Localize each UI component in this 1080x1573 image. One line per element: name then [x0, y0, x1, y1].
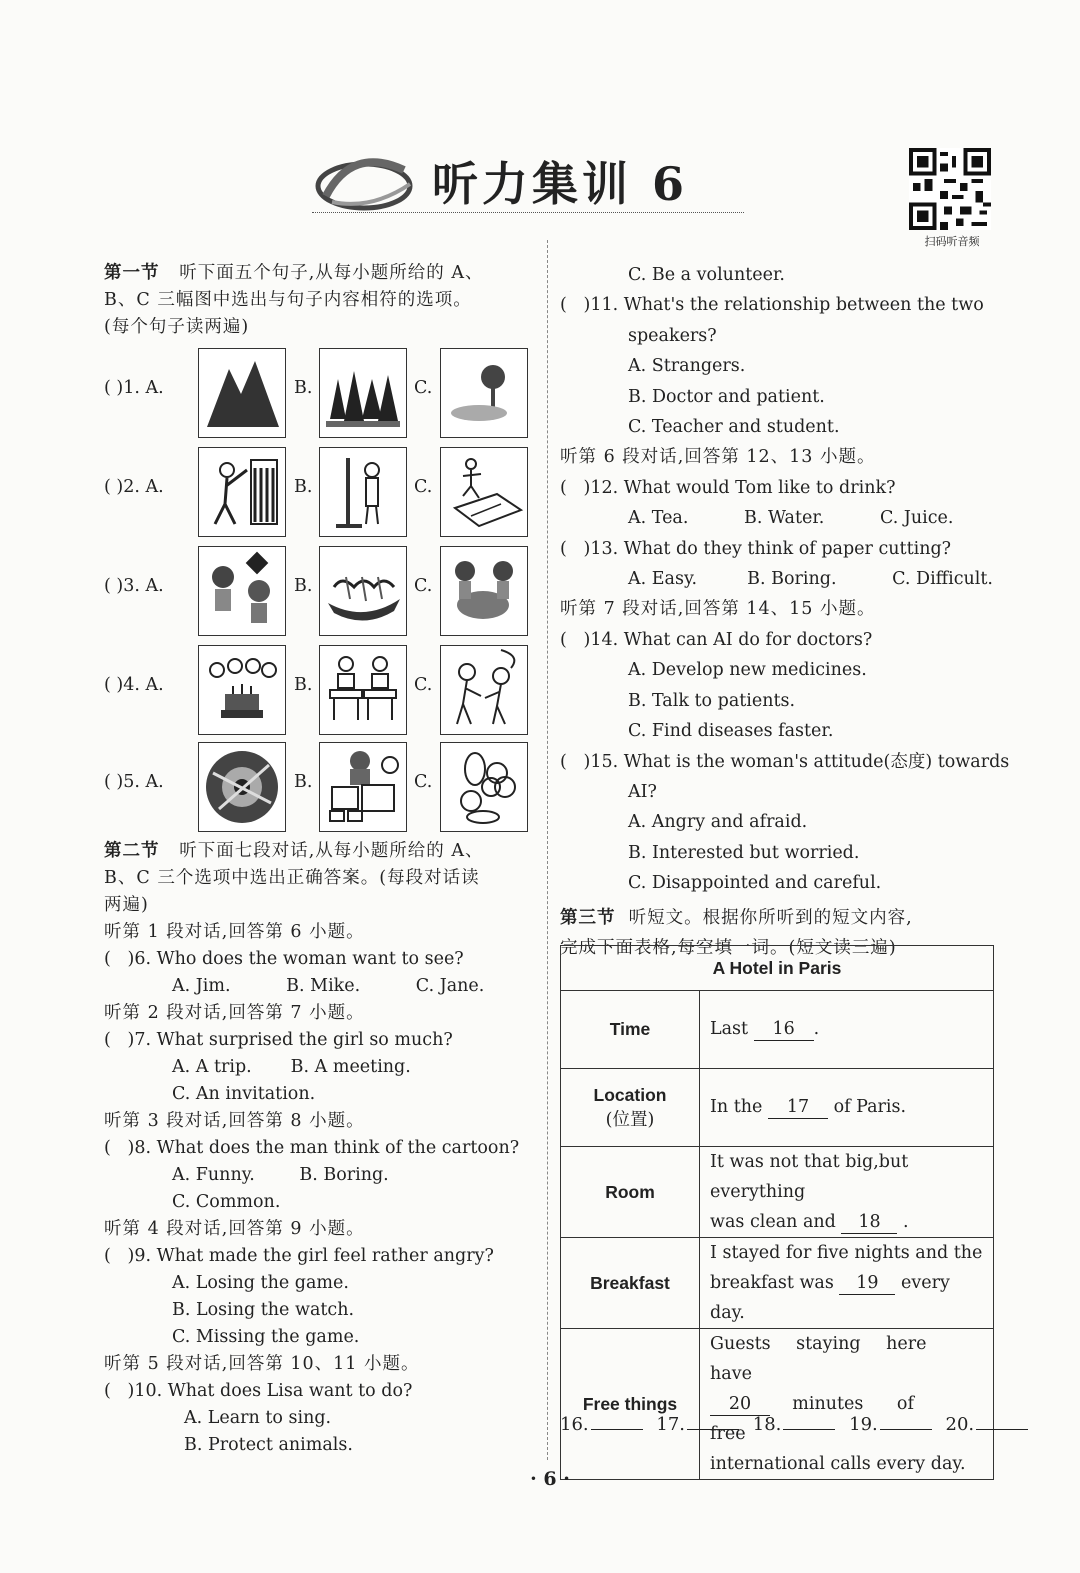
reading-books-picture-icon[interactable] [198, 447, 286, 537]
cell-text: minutes of free [710, 1394, 914, 1444]
children-zongzi-picture-icon[interactable] [440, 546, 528, 636]
cell-text: every day. [710, 1273, 950, 1323]
birthday-party-picture-icon[interactable] [198, 645, 286, 735]
instruction-line: (每个句子读两遍) [104, 317, 250, 337]
dialogue-header: 听第 5 段对话,回答第 10、11 小题。 [104, 1354, 420, 1374]
option-line: A. Learn to sing. [184, 1408, 332, 1428]
cell-text: I stayed for five nights and the [710, 1243, 983, 1263]
section2-heading: 第二节 [104, 841, 160, 861]
fruit-picture-icon[interactable] [440, 742, 528, 832]
option-line: A. Angry and afraid. [628, 812, 808, 833]
picture-question-row [104, 546, 534, 636]
option-letter: C. [414, 378, 433, 398]
section1-instructions [104, 260, 540, 341]
answer-label: 19. [849, 1414, 878, 1435]
question-line: ( )9. What made the girl feel rather angry? [104, 1246, 494, 1266]
picture-question-row [104, 645, 534, 735]
column-divider [547, 240, 548, 1460]
option-letter: B. [294, 675, 313, 695]
time-cell [700, 991, 994, 1069]
location-note: (位置) [605, 1109, 655, 1130]
qr-code-icon[interactable] [908, 148, 992, 230]
option-line: B. Protect animals. [184, 1435, 353, 1455]
option-line: AI? [628, 781, 657, 802]
answer-blank[interactable] [880, 1415, 932, 1430]
cell-text: Guests staying here have [710, 1334, 927, 1384]
dialogue-header: 听第 3 段对话,回答第 8 小题。 [104, 1111, 365, 1131]
option-line: C. An invitation. [172, 1084, 316, 1104]
option-line: A. Funny. B. Boring. [172, 1165, 389, 1185]
cell-text: Last [710, 1019, 749, 1039]
option-letter: B. [294, 477, 313, 497]
cell-text: . [903, 1212, 909, 1232]
blank-17[interactable]: 17 [768, 1096, 828, 1119]
toys-boxes-picture-icon[interactable] [319, 742, 407, 832]
option-line: B. Losing the watch. [172, 1300, 355, 1320]
mountains-picture-icon[interactable] [198, 348, 286, 438]
section3-heading: 第三节 [560, 907, 616, 928]
cell-text: of Paris. [833, 1097, 907, 1117]
page-number: · 6 · [530, 1468, 570, 1490]
instruction-line: 完成下面表格,每空填一词。(短文读三遍) [560, 937, 897, 958]
cell-text: international calls every day. [710, 1454, 966, 1474]
answer-lines [560, 1414, 1036, 1435]
blank-19[interactable]: 19 [839, 1272, 895, 1295]
answer-blank[interactable] [687, 1415, 739, 1430]
option-line: A. Losing the game. [172, 1273, 349, 1293]
option-letter: C. [414, 772, 433, 792]
question-line: ( )11. What's the relationship between the two [560, 295, 984, 316]
question-line: ( )6. Who does the woman want to see? [104, 949, 464, 969]
picture-question-row [104, 447, 534, 537]
instruction-line: 听下面五个句子,从每小题所给的 A、 [179, 263, 484, 283]
dialogue-header: 听第 7 段对话,回答第 14、15 小题。 [560, 599, 876, 620]
location-label-cell [561, 1069, 700, 1147]
dialogue-header: 听第 2 段对话,回答第 7 小题。 [104, 1003, 365, 1023]
option-line: B. Interested but worried. [628, 842, 860, 863]
qr-caption: 扫码听音频 [924, 235, 980, 248]
question-line: ( )13. What do they think of paper cutting? [560, 538, 952, 559]
long-jump-picture-icon[interactable] [440, 447, 528, 537]
answer-label: 20. [945, 1414, 975, 1435]
question-line: ( )15. What is the woman's attitude(态度) towards [560, 751, 1010, 772]
time-label: Time [561, 991, 700, 1069]
option-line: B. Doctor and patient. [628, 386, 825, 407]
free-things-cell [700, 1329, 994, 1480]
section2-left [104, 838, 540, 1459]
cell-text: breakfast was [710, 1273, 834, 1293]
dialogue-header: 听第 1 段对话,回答第 6 小题。 [104, 922, 365, 942]
dragon-boat-picture-icon[interactable] [319, 546, 407, 636]
instruction-line: 听下面七段对话,从每小题所给的 A、 [179, 841, 484, 861]
dialogue-header: 听第 4 段对话,回答第 9 小题。 [104, 1219, 365, 1239]
tree-pond-picture-icon[interactable] [440, 348, 528, 438]
instruction-line: B、C 三幅图中选出与句子内容相符的选项。 [104, 290, 472, 310]
question-label: ( )4. A. [104, 675, 164, 695]
breakfast-label: Breakfast [561, 1238, 700, 1329]
option-letter: B. [294, 576, 313, 596]
new-year-children-picture-icon[interactable] [198, 546, 286, 636]
title-underline [312, 212, 744, 213]
forest-picture-icon[interactable] [319, 348, 407, 438]
location-label: Location [593, 1084, 667, 1105]
option-letter: C. [414, 576, 433, 596]
classroom-students-picture-icon[interactable] [319, 645, 407, 735]
option-line: C. Missing the game. [172, 1327, 360, 1347]
instruction-line: B、C 三个选项中选出正确答案。(每段对话读 [104, 868, 480, 888]
option-line: A. Easy. B. Boring. C. Difficult. [628, 569, 993, 590]
cell-text: In the [710, 1097, 763, 1117]
cell-text: . [813, 1019, 820, 1039]
question-line: ( )7. What surprised the girl so much? [104, 1030, 453, 1050]
answer-blank[interactable] [976, 1415, 1028, 1430]
picture-question-row [104, 742, 534, 832]
section1-heading: 第一节 [104, 263, 160, 283]
cell-text: It was not that big,but everything [710, 1152, 909, 1202]
option-line: C. Disappointed and careful. [628, 873, 882, 894]
blank-16[interactable]: 16 [754, 1018, 814, 1041]
table-title: A Hotel in Paris [561, 946, 994, 991]
option-line: A. Tea. B. Water. C. Juice. [628, 508, 954, 529]
room-cell [700, 1147, 994, 1238]
question-label: ( )2. A. [104, 477, 164, 497]
question-label: ( )3. A. [104, 576, 164, 596]
recycling-picture-icon[interactable] [198, 742, 286, 832]
picture-question-row [104, 348, 534, 438]
question-line: ( )12. What would Tom like to drink? [560, 477, 896, 498]
option-letter: C. [414, 675, 433, 695]
option-letter: B. [294, 772, 313, 792]
free-things-label: Free things [561, 1329, 700, 1480]
location-cell [700, 1069, 994, 1147]
answer-blank[interactable] [591, 1415, 643, 1430]
question-line: ( )10. What does Lisa want to do? [104, 1381, 413, 1401]
children-talking-picture-icon[interactable] [440, 645, 528, 735]
option-line: C. Be a volunteer. [628, 265, 785, 285]
title-banner [312, 140, 752, 220]
question-label: ( )1. A. [104, 378, 164, 398]
answer-label: 16. [560, 1414, 589, 1435]
hotel-table [560, 945, 994, 1480]
option-line: C. Teacher and student. [628, 417, 840, 438]
option-letter: C. [414, 477, 433, 497]
option-line: A. Jim. B. Mike. C. Jane. [172, 976, 485, 996]
page-title: 听力集训 6 [432, 157, 689, 211]
room-label: Room [561, 1147, 700, 1238]
section2-right [560, 260, 1010, 963]
question-line: ( )8. What does the man think of the cartoon? [104, 1138, 520, 1158]
answer-blank[interactable] [783, 1415, 835, 1430]
option-line: B. Talk to patients. [628, 690, 796, 711]
blank-18[interactable]: 18 [841, 1211, 897, 1234]
instruction-line: 两遍) [104, 895, 149, 915]
question-line: ( )14. What can AI do for doctors? [560, 629, 873, 650]
height-measure-picture-icon[interactable] [319, 447, 407, 537]
headphone-swirl-icon [312, 140, 422, 218]
instruction-line: 听短文。根据你所听到的短文内容, [628, 907, 913, 928]
dialogue-header: 听第 6 段对话,回答第 12、13 小题。 [560, 447, 876, 468]
question-label: ( )5. A. [104, 772, 164, 792]
answer-label: 17. [656, 1414, 686, 1435]
option-letter: B. [294, 378, 313, 398]
option-line: A. Strangers. [628, 356, 746, 377]
cell-text: was clean and [710, 1212, 836, 1232]
breakfast-cell [700, 1238, 994, 1329]
option-line: C. Common. [172, 1192, 281, 1212]
answer-label: 18. [752, 1414, 782, 1435]
option-line: speakers? [628, 325, 717, 346]
option-line: C. Find diseases faster. [628, 721, 834, 742]
blank-20[interactable]: 20 [710, 1393, 770, 1416]
option-line: A. A trip. B. A meeting. [172, 1057, 411, 1077]
option-line: A. Develop new medicines. [628, 660, 867, 681]
